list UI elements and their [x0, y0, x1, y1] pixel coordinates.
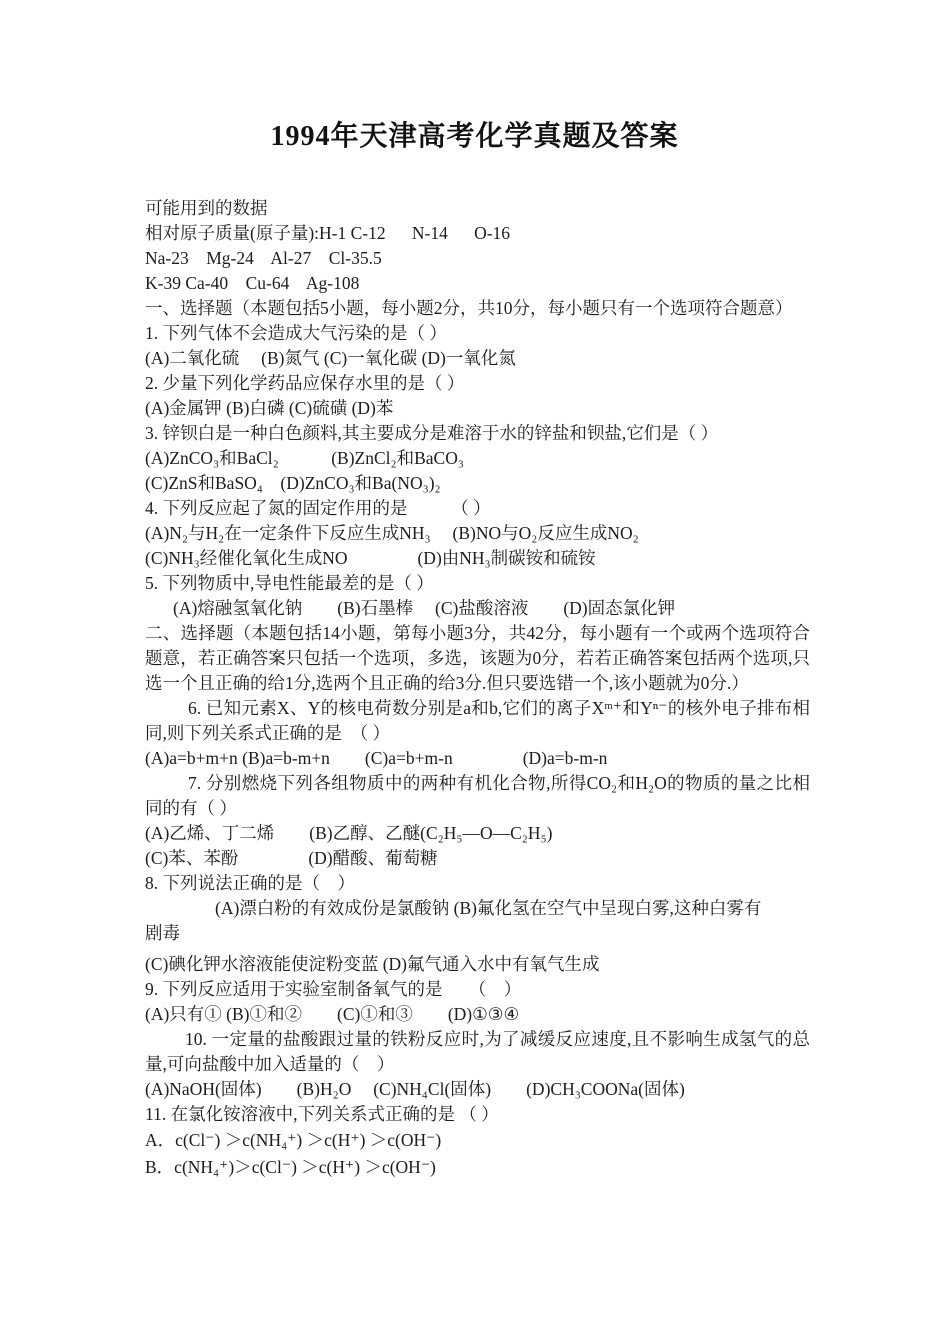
question-6-options: (A)a=b+m+n (B)a=b-m+n (C)a=b+m-n (D)a=b-m-n [145, 748, 608, 768]
question-3-options-line-1: (A)ZnCO₃和BaCl₂ (B)ZnCl₂和BaCO₃ [145, 448, 464, 468]
question-9-options: (A)只有① (B)①和② (C)①和③ (D)①③④ [145, 1004, 520, 1024]
document-content [0, 196, 949, 1181]
question-5-options: (A)熔融氢氧化钠 (B)石墨棒 (C)盐酸溶液 (D)固态氯化钾 [173, 598, 676, 618]
question-6-stem: 6. 已知元素X、Y的核电荷数分别是a和b,它们的离子Xᵐ⁺和Yⁿ⁻的核外电子排布相同,则下列关系式正确的是 （ ） [145, 698, 810, 743]
question-5-stem: 5. 下列物质中,导电性能最差的是（ ） [145, 573, 434, 593]
question-1-stem: 1. 下列气体不会造成大气污染的是（ ） [145, 323, 447, 343]
page-title: 1994年天津高考化学真题及答案 [270, 121, 679, 152]
question-2-stem: 2. 少量下列化学药品应保存水里的是（ ） [145, 373, 465, 393]
question-4-stem: 4. 下列反应起了氮的固定作用的是 （ ） [145, 498, 491, 518]
question-10-options: (A)NaOH(固体) (B)H₂O (C)NH₄Cl(固体) (D)CH₃COONa(固体) [145, 1079, 685, 1099]
question-1-options: (A)二氧化硫 (B)氮气 (C)一氧化碳 (D)一氧化氮 [145, 348, 516, 368]
question-11-option-a: A．c(Cl⁻) ＞c(NH₄⁺) ＞c(H⁺) ＞c(OH⁻) [145, 1130, 442, 1150]
question-3-stem: 3. 锌钡白是一种白色颜料,其主要成分是难溶于水的锌盐和钡盐,它们是（ ） [145, 423, 719, 443]
question-10-stem: 10. 一定量的盐酸跟过量的铁粉反应时,为了减缓反应速度,且不影响生成氢气的总量,可向盐酸中加入适量的（ ） [145, 1029, 810, 1074]
question-8-options-line-2: (C)碘化钾水溶液能使淀粉变蓝 (D)氟气通入水中有氧气生成 [145, 954, 600, 974]
data-note: 可能用到的数据 [145, 198, 268, 218]
question-4-options-line-2: (C)NH₃经催化氧化生成NO (D)由NH₃制碳铵和硫铵 [145, 548, 596, 568]
question-7-stem: 7. 分别燃烧下列各组物质中的两种有机化合物,所得CO₂和H₂O的物质的量之比相同的有（ ） [145, 773, 810, 818]
question-9-stem: 9. 下列反应适用于实验室制备氧气的是 （ ） [145, 979, 522, 999]
question-8-options-line-1: (A)漂白粉的有效成份是氯酸钠 (B)氟化氢在空气中呈现白雾,这种白雾有剧毒 [145, 898, 762, 943]
question-8-stem: 8. 下列说法正确的是（ ） [145, 873, 355, 893]
question-2-options: (A)金属钾 (B)白磷 (C)硫磺 (D)苯 [145, 398, 394, 418]
atomic-mass-line-2: Na-23 Mg-24 Al-27 Cl-35.5 [145, 248, 382, 268]
question-11-option-b: B．c(NH₄⁺)＞c(Cl⁻) ＞c(H⁺) ＞c(OH⁻) [145, 1157, 436, 1177]
atomic-mass-line-3: K-39 Ca-40 Cu-64 Ag-108 [145, 273, 360, 293]
question-11-stem: 11. 在氯化铵溶液中,下列关系式正确的是 （ ） [145, 1104, 499, 1124]
question-7-options-line-2: (C)苯、苯酚 (D)醋酸、葡萄糖 [145, 848, 438, 868]
section-2-heading: 二、选择题（本题包括14小题，第每小题3分，共42分，每小题有一个或两个选项符合题意，若正确答案只包括一个选项，多选，该题为0分，若若正确答案包括两个选项,只选一个且正确的给1分,选两个且正确的给3分.但只要选错一个,该小题就为0分.） [145, 623, 810, 693]
section-1-heading: 一、选择题（本题包括5小题，每小题2分，共10分，每小题只有一个选项符合题意） [145, 298, 793, 318]
question-4-options-line-1: (A)N₂与H₂在一定条件下反应生成NH₃ (B)NO与O₂反应生成NO₂ [145, 523, 639, 543]
atomic-mass-line-1: 相对原子质量(原子量):H-1 C-12 N-14 O-16 [145, 223, 511, 243]
question-3-options-line-2: (C)ZnS和BaSO₄ (D)ZnCO₃和Ba(NO₃)₂ [145, 473, 441, 493]
question-7-options-line-1: (A)乙烯、丁二烯 (B)乙醇、乙醚(C₂H₅—O—C₂H₅) [145, 823, 553, 843]
